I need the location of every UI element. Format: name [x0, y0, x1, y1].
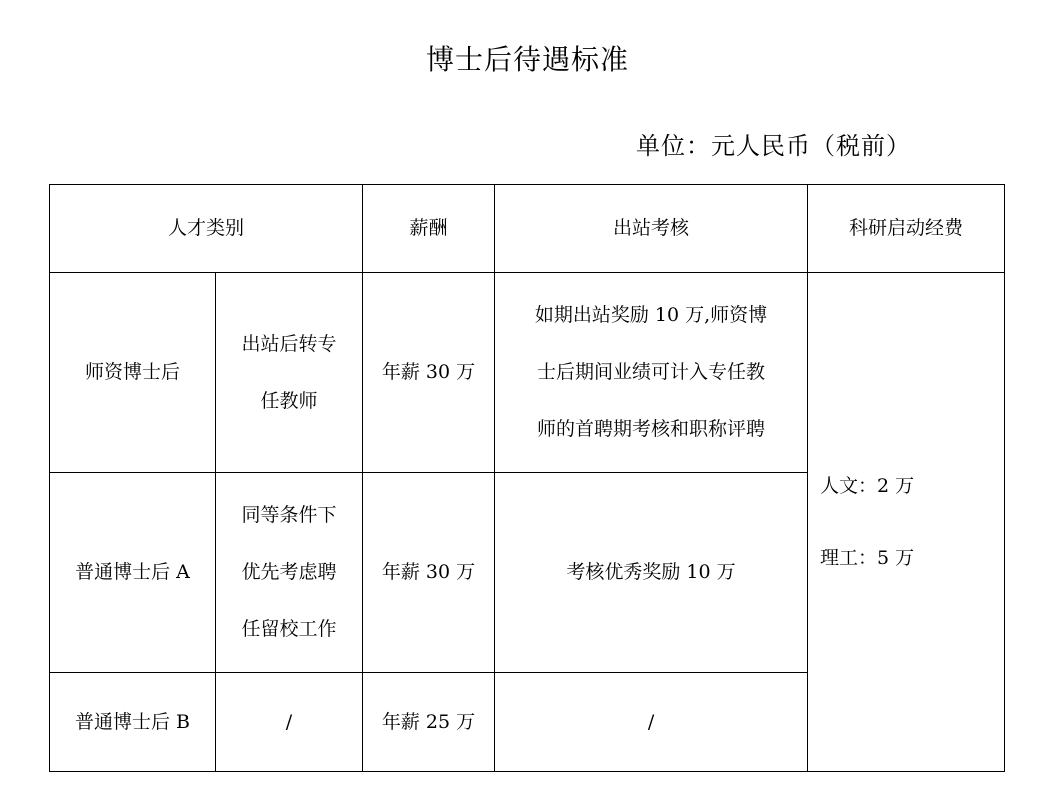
- table-row: [50, 273, 1005, 473]
- row-category: 师资博士后: [50, 273, 216, 473]
- header-funding: 科研启动经费: [808, 185, 1005, 273]
- funding-science-engineering: 理工：5 万: [820, 547, 915, 569]
- subtype-line: 优先考虑聘: [241, 561, 337, 583]
- row-assessment: [495, 273, 808, 473]
- currency-unit-note: 单位：元人民币（税前）: [636, 132, 911, 160]
- row-salary: 年薪 30 万: [363, 473, 495, 673]
- subtype-line: 任留校工作: [241, 618, 337, 640]
- row-category: 普通博士后 A: [50, 473, 216, 673]
- assessment-line: 如期出站奖励 10 万,师资博: [534, 304, 768, 326]
- row-subtype: [216, 473, 363, 673]
- research-funding-cell: [808, 273, 1005, 772]
- row-category: 普通博士后 B: [50, 673, 216, 772]
- row-subtype: [216, 273, 363, 473]
- assessment-line: 师的首聘期考核和职称评聘: [537, 418, 766, 440]
- row-subtype: /: [216, 673, 363, 772]
- header-salary: 薪酬: [363, 185, 495, 273]
- row-assessment: 考核优秀奖励 10 万: [495, 473, 808, 673]
- row-assessment: /: [495, 673, 808, 772]
- subtype-line: 出站后转专: [241, 332, 337, 355]
- row-salary: 年薪 30 万: [363, 273, 495, 473]
- funding-humanities: 人文：2 万: [820, 475, 915, 497]
- row-salary: 年薪 25 万: [363, 673, 495, 772]
- postdoc-benefits-table: [49, 184, 1005, 772]
- header-category: 人才类别: [50, 185, 363, 273]
- assessment-line: 士后期间业绩可计入专任教: [537, 361, 766, 383]
- subtype-line: 同等条件下: [241, 504, 337, 526]
- subtype-line: 任教师: [260, 389, 318, 412]
- table-header-row: [50, 185, 1005, 273]
- header-assessment: 出站考核: [495, 185, 808, 273]
- page-title: 博士后待遇标准: [425, 43, 629, 76]
